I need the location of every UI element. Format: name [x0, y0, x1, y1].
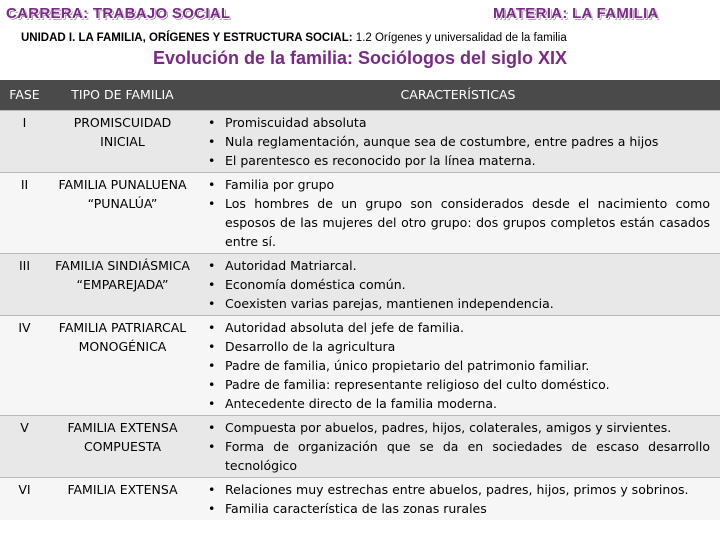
bullet-icon: •	[208, 257, 216, 273]
header-caracteristicas: CARACTERÍSTICAS	[196, 80, 720, 110]
table-row	[0, 110, 720, 172]
bullet-icon: •	[208, 114, 216, 130]
caracteristicas-list	[208, 113, 710, 170]
list-item	[208, 499, 710, 518]
tipo-cell: FAMILIA EXTENSA COMPUESTA	[49, 415, 196, 477]
list-item-text: Nula reglamentación, aunque sea de costumbre, entre padres a hijos	[225, 133, 659, 149]
list-item	[208, 318, 710, 337]
fase-cell: IV	[0, 315, 49, 415]
fase-cell: III	[0, 253, 49, 315]
list-item	[208, 418, 710, 437]
list-item	[208, 294, 710, 313]
tipo-cell: PROMISCUIDAD INICIAL	[49, 110, 196, 172]
list-item	[208, 194, 710, 251]
unit-subtitle-bold: UNIDAD I. LA FAMILIA, ORÍGENES Y ESTRUCTURA SOCIAL:	[21, 32, 353, 44]
table-row	[0, 415, 720, 477]
list-item-text: Promiscuidad absoluta	[225, 114, 367, 130]
list-item	[208, 356, 710, 375]
header-fase: FASE	[0, 80, 49, 110]
bullet-icon: •	[208, 319, 216, 335]
caracteristicas-cell	[196, 415, 720, 477]
list-item	[208, 113, 710, 132]
unit-subtitle	[21, 32, 567, 44]
list-item	[208, 175, 710, 194]
page-title: Evolución de la familia: Sociólogos del siglo XIX	[152, 48, 568, 68]
list-item-text: Forma de organización que se da en sociedades de escaso desarrollo tecnológico	[225, 438, 710, 473]
bullet-icon: •	[208, 500, 216, 516]
caracteristicas-cell	[196, 315, 720, 415]
caracteristicas-cell	[196, 253, 720, 315]
bullet-icon: •	[208, 133, 216, 149]
list-item	[208, 375, 710, 394]
fase-cell: II	[0, 172, 49, 253]
list-item	[208, 151, 710, 170]
bullet-icon: •	[208, 152, 216, 168]
list-item	[208, 256, 710, 275]
career-label: CARRERA: TRABAJO SOCIAL	[6, 5, 231, 22]
list-item	[208, 480, 710, 499]
tipo-cell: FAMILIA SINDIÁSMICA “EMPAREJADA”	[49, 253, 196, 315]
bullet-icon: •	[208, 438, 216, 454]
bullet-icon: •	[208, 357, 216, 373]
bullet-icon: •	[208, 376, 216, 392]
bullet-icon: •	[208, 395, 216, 411]
list-item-text: Familia característica de las zonas rurales	[225, 500, 487, 516]
list-item-text: Familia por grupo	[225, 176, 335, 192]
list-item-text: Antecedente directo de la familia moderna.	[225, 395, 498, 411]
list-item-text: Relaciones muy estrechas entre abuelos, padres, hijos, primos y sobrinos.	[225, 481, 689, 497]
table-row	[0, 253, 720, 315]
caracteristicas-cell	[196, 172, 720, 253]
caracteristicas-list	[208, 418, 710, 475]
tipo-cell: FAMILIA PUNALUENA “PUNALÚA”	[49, 172, 196, 253]
fase-cell: V	[0, 415, 49, 477]
list-item-text: Economía doméstica común.	[225, 276, 406, 292]
table-row	[0, 172, 720, 253]
family-evolution-table	[0, 80, 720, 520]
caracteristicas-cell	[196, 477, 720, 520]
list-item-text: Autoridad absoluta del jefe de familia.	[225, 319, 465, 335]
bullet-icon: •	[208, 195, 216, 211]
list-item-text: Coexisten varias parejas, mantienen independencia.	[225, 295, 554, 311]
list-item	[208, 275, 710, 294]
list-item	[208, 337, 710, 356]
subject-label: MATERIA: LA FAMILIA	[493, 5, 659, 22]
table-body	[0, 110, 720, 520]
bullet-icon: •	[208, 176, 216, 192]
header-tipo: TIPO DE FAMILIA	[49, 80, 196, 110]
list-item-text: Padre de familia, único propietario del patrimonio familiar.	[225, 357, 590, 373]
tipo-cell: FAMILIA PATRIARCAL MONOGÉNICA	[49, 315, 196, 415]
bullet-icon: •	[208, 295, 216, 311]
bullet-icon: •	[208, 276, 216, 292]
caracteristicas-list	[208, 480, 710, 518]
list-item-text: Autoridad Matriarcal.	[225, 257, 357, 273]
bullet-icon: •	[208, 338, 216, 354]
table-row	[0, 477, 720, 520]
unit-subtitle-rest: 1.2 Orígenes y universalidad de la familia	[352, 32, 567, 44]
list-item-text: Padre de familia: representante religioso del culto doméstico.	[225, 376, 610, 392]
caracteristicas-list	[208, 318, 710, 413]
list-item-text: El parentesco es reconocido por la línea materna.	[225, 152, 536, 168]
tipo-cell: FAMILIA EXTENSA	[49, 477, 196, 520]
list-item-text: Los hombres de un grupo son considerados desde el nacimiento como esposos de las mujeres del otro grupo: dos grupos completos están casados entre sí.	[225, 195, 710, 249]
list-item-text: Desarrollo de la agricultura	[225, 338, 396, 354]
bullet-icon: •	[208, 481, 216, 497]
bullet-icon: •	[208, 419, 216, 435]
list-item	[208, 132, 710, 151]
caracteristicas-cell	[196, 110, 720, 172]
list-item	[208, 437, 710, 475]
fase-cell: VI	[0, 477, 49, 520]
table-header-row	[0, 80, 720, 110]
caracteristicas-list	[208, 256, 710, 313]
table-row	[0, 315, 720, 415]
fase-cell: I	[0, 110, 49, 172]
list-item-text: Compuesta por abuelos, padres, hijos, colaterales, amigos y sirvientes.	[225, 419, 672, 435]
list-item	[208, 394, 710, 413]
caracteristicas-list	[208, 175, 710, 251]
